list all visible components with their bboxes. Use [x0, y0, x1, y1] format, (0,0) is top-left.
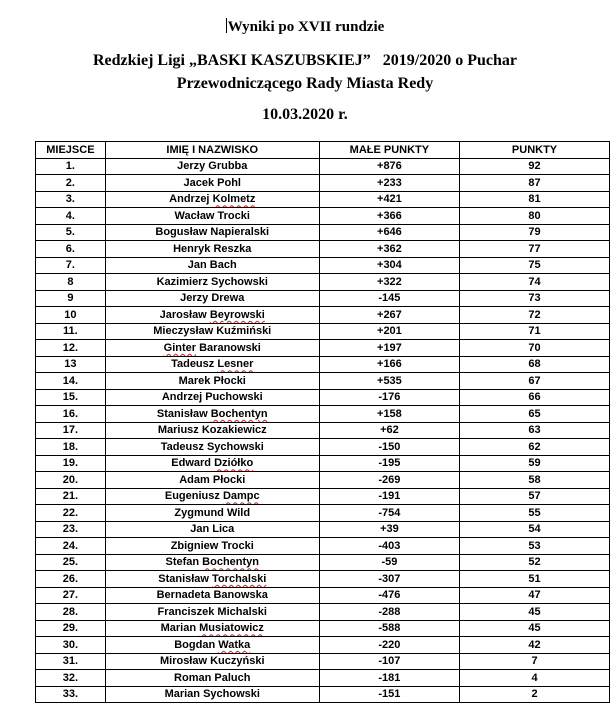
table-row: [36, 554, 610, 571]
cell-small-points: +362: [319, 241, 459, 258]
cell-points: 67: [460, 373, 610, 390]
cell-place: 14.: [36, 373, 106, 390]
table-row: [36, 455, 610, 472]
cell-place: 32.: [36, 670, 106, 687]
cell-name: Adam Płocki: [105, 472, 319, 489]
cell-points: 51: [460, 571, 610, 588]
cell-name: Jacek Pohl: [105, 175, 319, 192]
cell-place: 13: [36, 356, 106, 373]
column-header-place: MIEJSCE: [36, 142, 106, 159]
cell-place: 8: [36, 274, 106, 291]
cell-points: 62: [460, 439, 610, 456]
cell-name: Mieczysław Kuźmiński: [105, 323, 319, 340]
cell-points: 42: [460, 637, 610, 654]
cell-place: 3.: [36, 191, 106, 208]
name-word: Stefan: [165, 556, 200, 569]
cell-name: Kazimierz Sychowski: [105, 274, 319, 291]
document-heading[interactable]: [0, 18, 610, 36]
name-word: Baranowski: [199, 341, 261, 354]
cell-place: 15.: [36, 389, 106, 406]
table-row: [36, 538, 610, 555]
table-row: [36, 653, 610, 670]
cell-small-points: -476: [319, 587, 459, 604]
cell-name: [105, 488, 319, 505]
table-row: [36, 307, 610, 324]
name-word: Andrzej: [169, 193, 210, 206]
cell-small-points: +62: [319, 422, 459, 439]
cell-points: 87: [460, 175, 610, 192]
cell-place: 2.: [36, 175, 106, 192]
cup-title: Przewodniczącego Rady Miasta Redy: [176, 75, 434, 92]
table-row: [36, 241, 610, 258]
table-row: [36, 422, 610, 439]
table-row: [36, 224, 610, 241]
cell-small-points: +876: [319, 158, 459, 175]
name-word: Torchalski: [212, 572, 267, 585]
table-row: [36, 505, 610, 522]
results-table-body: [36, 158, 610, 703]
cell-name: [105, 307, 319, 324]
cell-name: Andrzej Puchowski: [105, 389, 319, 406]
cell-name: Jan Bach: [105, 257, 319, 274]
cell-name: [105, 356, 319, 373]
cell-points: 55: [460, 505, 610, 522]
text-cursor: [226, 18, 227, 33]
cell-name: [105, 455, 319, 472]
cell-small-points: +166: [319, 356, 459, 373]
cell-small-points: +322: [319, 274, 459, 291]
cell-small-points: +39: [319, 521, 459, 538]
cell-points: 45: [460, 620, 610, 637]
name-word: Bochentyn: [202, 556, 260, 569]
cell-points: 57: [460, 488, 610, 505]
name-word: Stanisław: [156, 407, 208, 420]
table-row: [36, 686, 610, 703]
table-row: [36, 356, 610, 373]
cell-points: 53: [460, 538, 610, 555]
name-word: Tadeusz: [171, 358, 215, 371]
cell-points: 58: [460, 472, 610, 489]
cell-small-points: +233: [319, 175, 459, 192]
cell-name: [105, 620, 319, 637]
cell-name: Zygmund Wild: [105, 505, 319, 522]
cell-points: 81: [460, 191, 610, 208]
cell-points: 4: [460, 670, 610, 687]
cell-points: 79: [460, 224, 610, 241]
cell-place: 7.: [36, 257, 106, 274]
cell-small-points: +304: [319, 257, 459, 274]
cell-place: 31.: [36, 653, 106, 670]
table-row: [36, 158, 610, 175]
cell-points: 45: [460, 604, 610, 621]
table-row: [36, 257, 610, 274]
cell-place: 10: [36, 307, 106, 324]
cell-place: 11.: [36, 323, 106, 340]
cell-small-points: +197: [319, 340, 459, 357]
cell-small-points: +535: [319, 373, 459, 390]
table-row: [36, 208, 610, 225]
date-title: 10.03.2020 r.: [262, 106, 348, 123]
cell-place: 28.: [36, 604, 106, 621]
heading-text: Wyniki po XVII rundzie: [227, 19, 385, 35]
cell-place: 19.: [36, 455, 106, 472]
cell-place: 1.: [36, 158, 106, 175]
cell-name: Jerzy Grubba: [105, 158, 319, 175]
cell-small-points: +158: [319, 406, 459, 423]
cell-place: 23.: [36, 521, 106, 538]
table-row: [36, 521, 610, 538]
cell-name: Zbigniew Trocki: [105, 538, 319, 555]
name-word: Stanisław: [158, 572, 209, 585]
cell-name: Bogusław Napieralski: [105, 224, 319, 241]
cell-small-points: -588: [319, 620, 459, 637]
cell-small-points: -176: [319, 389, 459, 406]
cell-small-points: -307: [319, 571, 459, 588]
name-word: Eugeniusz: [164, 490, 220, 503]
cell-name: [105, 571, 319, 588]
cell-small-points: -754: [319, 505, 459, 522]
cell-name: Marian Sychowski: [105, 686, 319, 703]
name-word: Bochentyn: [210, 407, 268, 420]
cell-place: 25.: [36, 554, 106, 571]
cell-place: 27.: [36, 587, 106, 604]
cell-small-points: -181: [319, 670, 459, 687]
cell-place: 4.: [36, 208, 106, 225]
cell-small-points: +421: [319, 191, 459, 208]
cell-points: 71: [460, 323, 610, 340]
cell-place: 9: [36, 290, 106, 307]
cell-name: [105, 191, 319, 208]
table-row: [36, 488, 610, 505]
cell-name: Jerzy Drewa: [105, 290, 319, 307]
cell-place: 22.: [36, 505, 106, 522]
cell-small-points: +366: [319, 208, 459, 225]
name-word: Musiatowicz: [199, 622, 264, 635]
cell-name: Wacław Trocki: [105, 208, 319, 225]
table-row: [36, 191, 610, 208]
cell-name: Franciszek Michalski: [105, 604, 319, 621]
cell-small-points: -269: [319, 472, 459, 489]
cell-small-points: -403: [319, 538, 459, 555]
cell-points: 74: [460, 274, 610, 291]
cell-points: 2: [460, 686, 610, 703]
cell-name: Henryk Reszka: [105, 241, 319, 258]
cell-name: [105, 340, 319, 357]
table-row: [36, 406, 610, 423]
cell-name: [105, 554, 319, 571]
table-row: [36, 604, 610, 621]
name-word: Dampc: [222, 490, 260, 503]
cell-small-points: -107: [319, 653, 459, 670]
cell-points: 68: [460, 356, 610, 373]
cell-place: 6.: [36, 241, 106, 258]
cell-small-points: -150: [319, 439, 459, 456]
name-word: Lesner: [217, 358, 254, 371]
cell-place: 26.: [36, 571, 106, 588]
table-row: [36, 670, 610, 687]
cell-small-points: +267: [319, 307, 459, 324]
table-header-row: [36, 142, 610, 159]
league-title: Redzkiej Ligi „BASKI KASZUBSKIEJ” 2019/2020 o Puchar: [92, 52, 518, 69]
table-row: [36, 571, 610, 588]
cell-name: Tadeusz Sychowski: [105, 439, 319, 456]
table-row: [36, 323, 610, 340]
cell-place: 24.: [36, 538, 106, 555]
table-row: [36, 175, 610, 192]
table-row: [36, 637, 610, 654]
cell-points: 92: [460, 158, 610, 175]
cell-name: Mariusz Kozakiewicz: [105, 422, 319, 439]
name-word: Dziółko: [214, 457, 254, 470]
cell-points: 47: [460, 587, 610, 604]
cell-small-points: -288: [319, 604, 459, 621]
cell-points: 54: [460, 521, 610, 538]
table-row: [36, 373, 610, 390]
cell-points: 70: [460, 340, 610, 357]
name-word: Watka: [218, 638, 251, 651]
table-row: [36, 290, 610, 307]
cell-place: 21.: [36, 488, 106, 505]
cell-small-points: -145: [319, 290, 459, 307]
cell-small-points: +201: [319, 323, 459, 340]
cell-name: Jan Lica: [105, 521, 319, 538]
cell-place: 29.: [36, 620, 106, 637]
cell-small-points: -195: [319, 455, 459, 472]
cell-place: 30.: [36, 637, 106, 654]
cell-points: 77: [460, 241, 610, 258]
cell-place: 17.: [36, 422, 106, 439]
name-word: Jarosław: [159, 308, 207, 321]
table-row: [36, 274, 610, 291]
cell-small-points: -191: [319, 488, 459, 505]
column-header-small-points: MAŁE PUNKTY: [319, 142, 459, 159]
table-row: [36, 439, 610, 456]
cell-name: Mirosław Kuczyński: [105, 653, 319, 670]
cell-name: Roman Paluch: [105, 670, 319, 687]
cell-points: 66: [460, 389, 610, 406]
cell-place: 12.: [36, 340, 106, 357]
table-row: [36, 340, 610, 357]
cell-points: 63: [460, 422, 610, 439]
cell-place: 5.: [36, 224, 106, 241]
column-header-name: IMIĘ I NAZWISKO: [105, 142, 319, 159]
cell-points: 73: [460, 290, 610, 307]
cell-name: [105, 406, 319, 423]
cell-small-points: -59: [319, 554, 459, 571]
table-row: [36, 587, 610, 604]
cell-points: 52: [460, 554, 610, 571]
cell-points: 75: [460, 257, 610, 274]
table-row: [36, 620, 610, 637]
name-word: Kolmetz: [212, 193, 256, 206]
name-word: Edward: [171, 457, 212, 470]
cell-place: 18.: [36, 439, 106, 456]
cell-name: Bernadeta Banowska: [105, 587, 319, 604]
column-header-points: PUNKTY: [460, 142, 610, 159]
cell-points: 59: [460, 455, 610, 472]
name-word: Bogdan: [174, 638, 216, 651]
cell-points: 72: [460, 307, 610, 324]
cell-small-points: +646: [319, 224, 459, 241]
cell-name: Marek Płocki: [105, 373, 319, 390]
table-row: [36, 389, 610, 406]
name-word: Ginter: [163, 341, 197, 354]
cell-points: 65: [460, 406, 610, 423]
cell-small-points: -220: [319, 637, 459, 654]
table-row: [36, 472, 610, 489]
results-table: [35, 141, 610, 703]
cell-place: 33.: [36, 686, 106, 703]
cell-points: 80: [460, 208, 610, 225]
cell-name: [105, 637, 319, 654]
name-word: Marian: [160, 622, 197, 635]
name-word: Beyrowski: [209, 308, 265, 321]
cell-small-points: -151: [319, 686, 459, 703]
cell-place: 16.: [36, 406, 106, 423]
cell-place: 20.: [36, 472, 106, 489]
cell-points: 7: [460, 653, 610, 670]
